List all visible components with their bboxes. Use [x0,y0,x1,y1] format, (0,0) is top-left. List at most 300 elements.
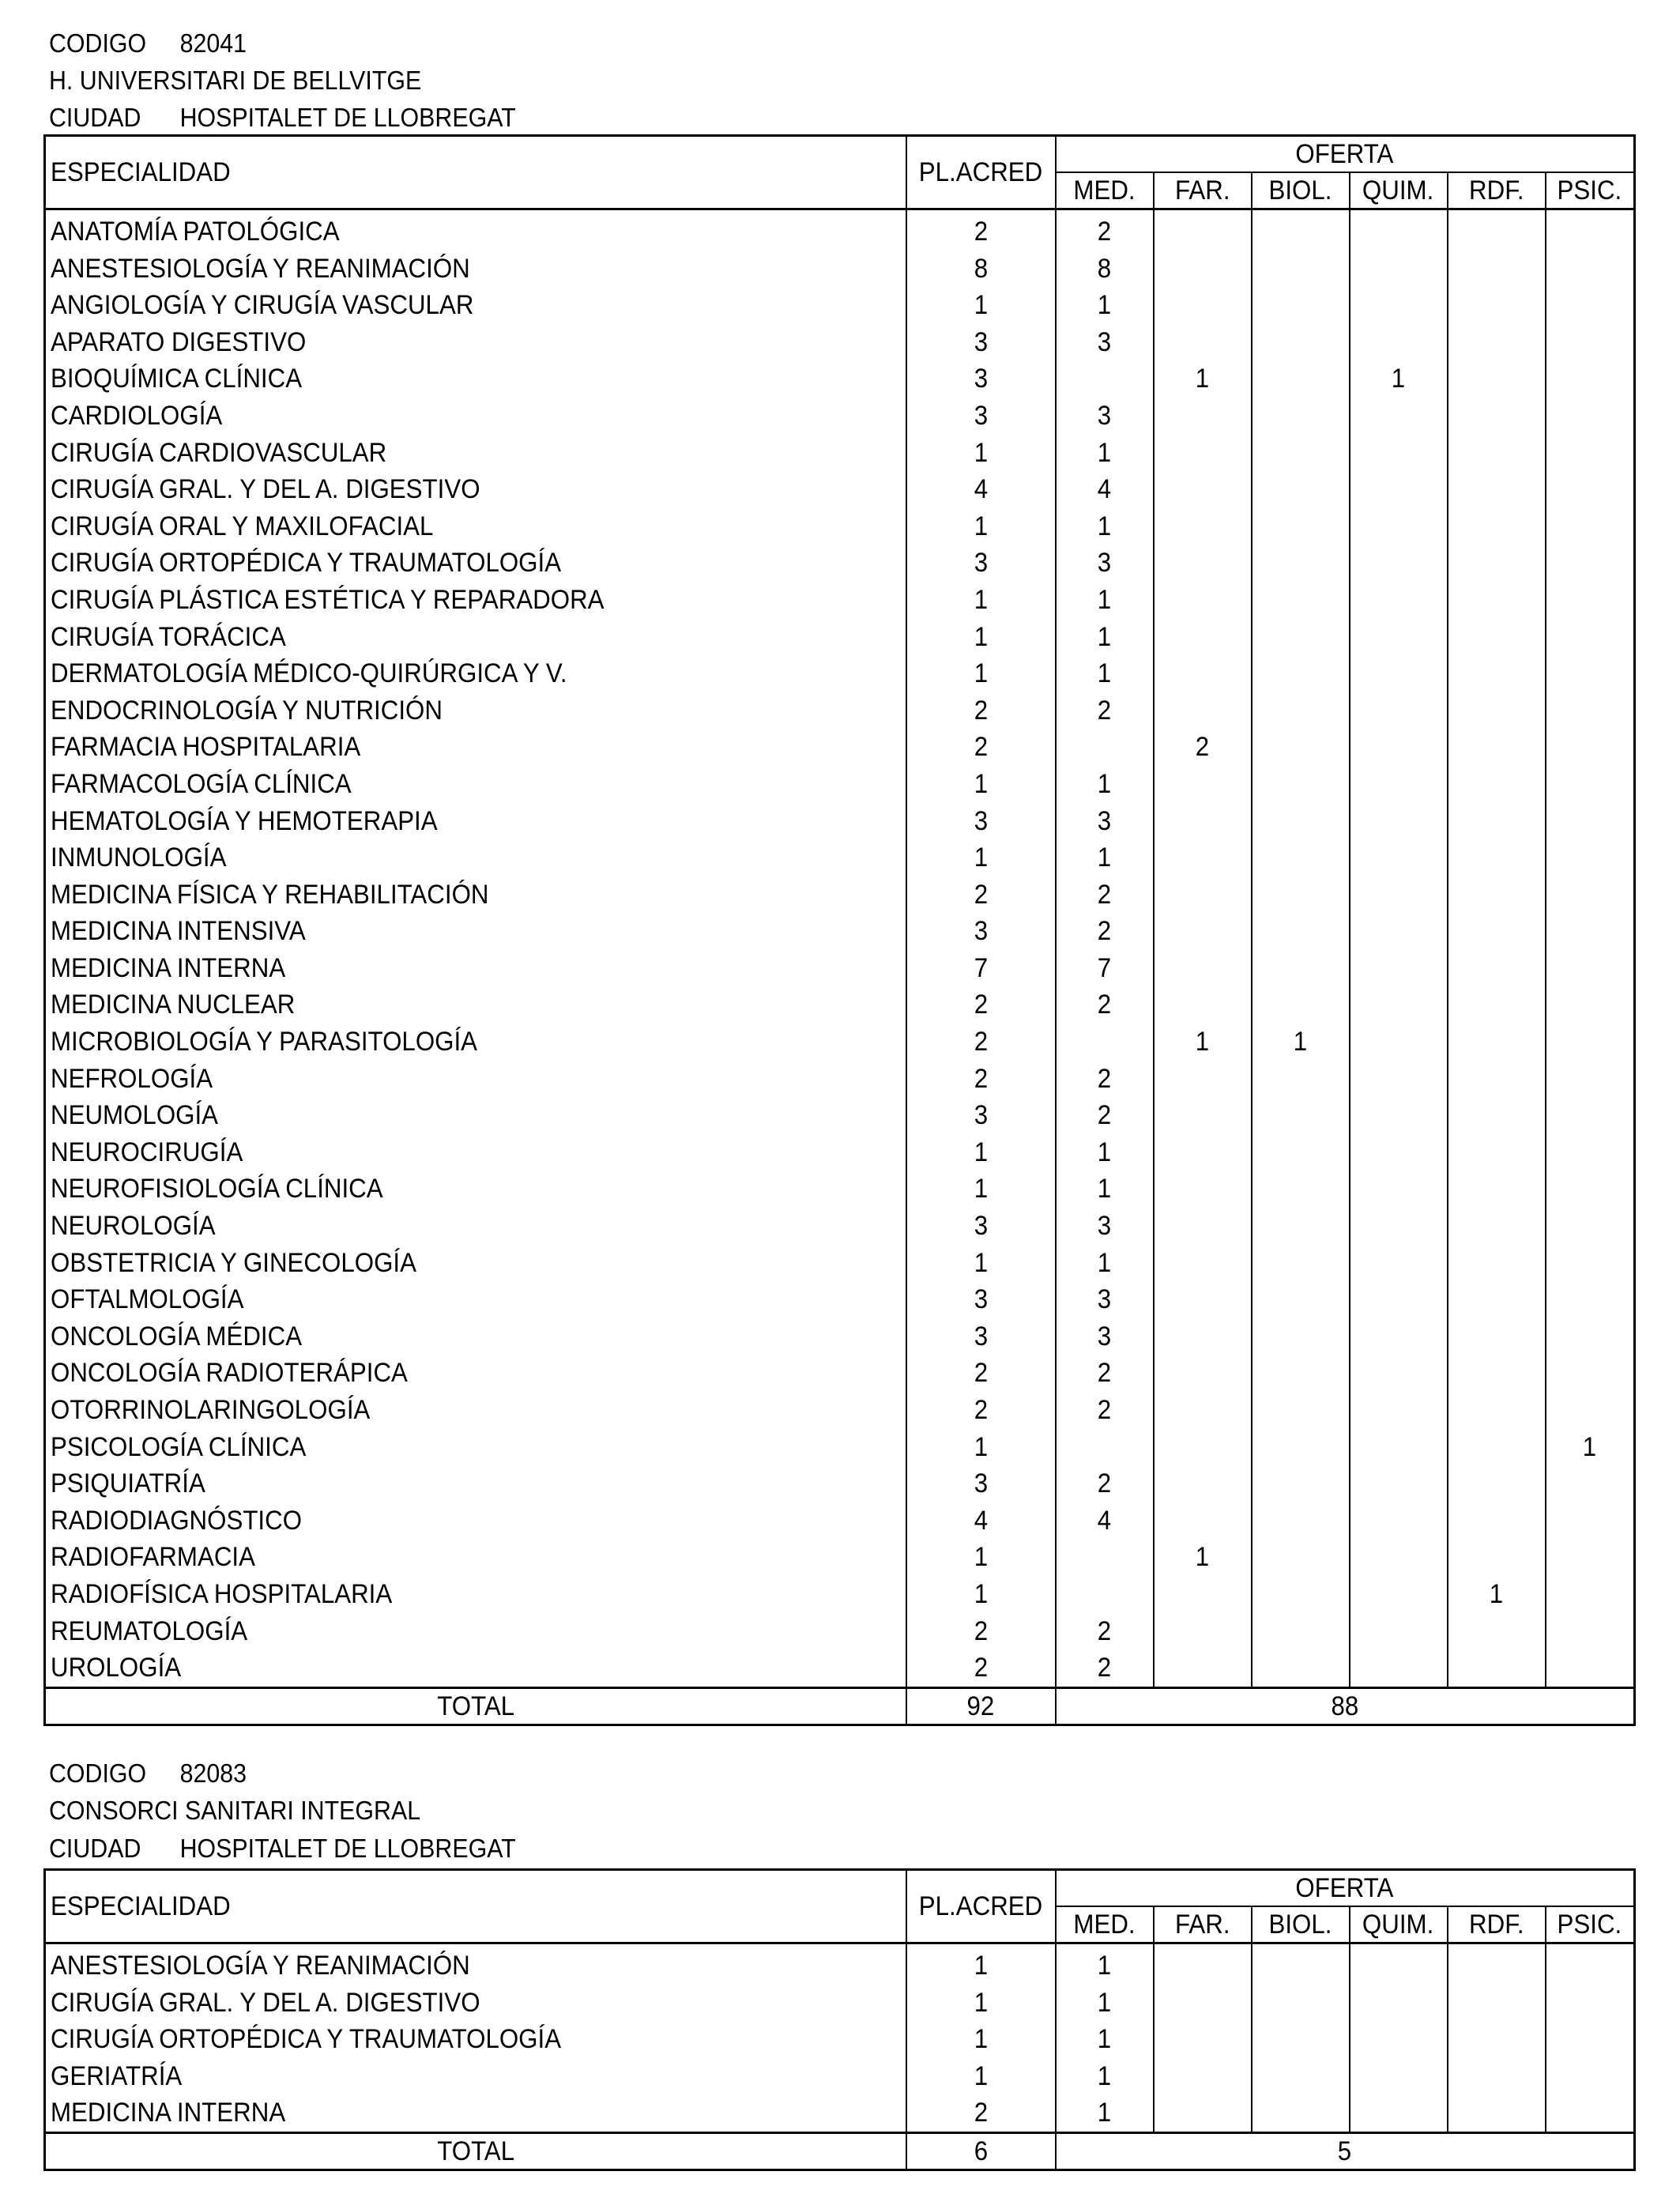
cell-quim [1350,1061,1448,1098]
cell-placred: 2 [906,986,1056,1023]
cell-especialidad: CIRUGÍA ORAL Y MAXILOFACIAL [45,508,906,545]
cell-placred: 1 [906,2058,1056,2095]
cell-rdf: 1 [1448,1576,1546,1613]
cell-quim [1350,1429,1448,1466]
cell-rdf [1448,360,1546,398]
cell-especialidad: NEFROLOGÍA [45,1061,906,1098]
cell-placred: 1 [906,1576,1056,1613]
cell-rdf [1448,2058,1546,2095]
ciudad-label: CIUDAD [49,103,141,132]
table-row [45,1502,1635,1540]
cell-psic [1546,287,1635,324]
cell-far [1154,2058,1252,2095]
table-row [45,251,1635,288]
cell-far [1154,1576,1252,1613]
header-med: MED. [1056,1906,1154,1943]
cell-quim [1350,324,1448,361]
cell-far [1154,1208,1252,1245]
cell-quim [1350,1134,1448,1171]
cell-rdf [1448,1613,1546,1650]
cell-quim [1350,1985,1448,2022]
cell-far [1154,1649,1252,1687]
cell-psic [1546,545,1635,582]
cell-biol [1252,471,1350,508]
cell-far [1154,1318,1252,1355]
cell-placred: 1 [906,508,1056,545]
cell-biol [1252,2021,1350,2058]
cell-psic [1546,1502,1635,1540]
header-biol: BIOL. [1252,1906,1350,1943]
cell-far [1154,324,1252,361]
cell-biol [1252,1613,1350,1650]
cell-med: 2 [1056,1097,1154,1134]
header-rdf: RDF. [1448,172,1546,209]
cell-rdf [1448,435,1546,472]
cell-especialidad: MEDICINA FÍSICA Y REHABILITACIÓN [45,876,906,914]
cell-placred: 3 [906,1465,1056,1502]
cell-med: 1 [1056,619,1154,656]
cell-placred: 1 [906,1539,1056,1576]
table-row [45,1943,1635,1985]
cell-far [1154,398,1252,435]
cell-rdf [1448,839,1546,876]
cell-far [1154,2021,1252,2058]
cell-biol [1252,1208,1350,1245]
header-far: FAR. [1154,1906,1252,1943]
cell-biol [1252,508,1350,545]
table-row [45,1613,1635,1650]
cell-far [1154,1943,1252,1985]
cell-placred: 2 [906,876,1056,914]
cell-rdf [1448,287,1546,324]
table-row [45,1245,1635,1282]
cell-rdf [1448,398,1546,435]
codigo-line [49,25,247,62]
cell-biol [1252,1355,1350,1392]
cell-biol [1252,913,1350,950]
cell-far [1154,803,1252,840]
cell-far [1154,655,1252,692]
cell-placred: 1 [906,839,1056,876]
cell-placred: 2 [906,1613,1056,1650]
cell-rdf [1448,729,1546,766]
cell-rdf [1448,1355,1546,1392]
cell-med: 4 [1056,1502,1154,1540]
cell-far [1154,508,1252,545]
cell-quim [1350,1613,1448,1650]
table-row [45,2094,1635,2132]
cell-quim [1350,251,1448,288]
cell-placred: 2 [906,1023,1056,1061]
cell-psic [1546,839,1635,876]
cell-rdf [1448,1171,1546,1208]
cell-far [1154,471,1252,508]
cell-especialidad: RADIODIAGNÓSTICO [45,1502,906,1540]
header-quim: QUIM. [1350,1906,1448,1943]
cell-psic [1546,1465,1635,1502]
table-row [45,1061,1635,1098]
cell-placred: 2 [906,729,1056,766]
cell-med [1056,729,1154,766]
table-row [45,360,1635,398]
cell-quim [1350,398,1448,435]
cell-med: 1 [1056,839,1154,876]
cell-especialidad: CIRUGÍA ORTOPÉDICA Y TRAUMATOLOGÍA [45,2021,906,2058]
cell-placred: 3 [906,1281,1056,1318]
cell-biol [1252,766,1350,803]
cell-biol [1252,1281,1350,1318]
cell-psic [1546,582,1635,619]
cell-especialidad: PSIQUIATRÍA [45,1465,906,1502]
cell-far [1154,692,1252,729]
cell-med: 1 [1056,655,1154,692]
cell-rdf [1448,1429,1546,1466]
cell-biol [1252,1171,1350,1208]
cell-psic [1546,1649,1635,1687]
cell-far [1154,766,1252,803]
table-row [45,1281,1635,1318]
cell-placred: 1 [906,1171,1056,1208]
cell-biol [1252,1985,1350,2022]
cell-biol [1252,2094,1350,2132]
cell-especialidad: CIRUGÍA CARDIOVASCULAR [45,435,906,472]
cell-far [1154,209,1252,251]
cell-med: 7 [1056,950,1154,987]
cell-psic [1546,1985,1635,2022]
cell-far [1154,876,1252,914]
cell-med: 1 [1056,2021,1154,2058]
cell-med: 1 [1056,1943,1154,1985]
cell-rdf [1448,1392,1546,1429]
cell-especialidad: REUMATOLOGÍA [45,1613,906,1650]
cell-placred: 2 [906,1061,1056,1098]
cell-psic [1546,950,1635,987]
cell-quim [1350,2058,1448,2095]
cell-med: 2 [1056,986,1154,1023]
cell-rdf [1448,655,1546,692]
cell-especialidad: CIRUGÍA GRAL. Y DEL A. DIGESTIVO [45,471,906,508]
cell-quim [1350,435,1448,472]
cell-placred: 2 [906,209,1056,251]
cell-biol [1252,1245,1350,1282]
cell-psic [1546,1171,1635,1208]
codigo-value: 82083 [179,1759,247,1788]
cell-psic [1546,471,1635,508]
table-row [45,1985,1635,2022]
cell-quim [1350,1649,1448,1687]
cell-psic [1546,435,1635,472]
cell-rdf [1448,251,1546,288]
cell-especialidad: PSICOLOGÍA CLÍNICA [45,1429,906,1466]
cell-rdf [1448,692,1546,729]
ciudad-label: CIUDAD [49,1834,141,1863]
cell-med: 1 [1056,287,1154,324]
cell-far [1154,1465,1252,1502]
cell-rdf [1448,766,1546,803]
cell-rdf [1448,1502,1546,1540]
cell-placred: 3 [906,1208,1056,1245]
cell-especialidad: FARMACIA HOSPITALARIA [45,729,906,766]
table-row [45,435,1635,472]
cell-especialidad: APARATO DIGESTIVO [45,324,906,361]
cell-psic [1546,2094,1635,2132]
cell-placred: 1 [906,655,1056,692]
cell-especialidad: ANGIOLOGÍA Y CIRUGÍA VASCULAR [45,287,906,324]
table-row [45,287,1635,324]
cell-med [1056,1576,1154,1613]
cell-especialidad: OTORRINOLARINGOLOGÍA [45,1392,906,1429]
cell-placred: 1 [906,435,1056,472]
cell-placred: 1 [906,1943,1056,1985]
cell-rdf [1448,1985,1546,2022]
cell-quim [1350,913,1448,950]
cell-far [1154,1429,1252,1466]
codigo-label: CODIGO [49,28,147,58]
header-rdf: RDF. [1448,1906,1546,1943]
cell-biol [1252,692,1350,729]
cell-placred: 2 [906,1649,1056,1687]
cell-placred: 3 [906,360,1056,398]
cell-placred: 4 [906,1502,1056,1540]
table-row [45,1171,1635,1208]
table-row [45,913,1635,950]
cell-far [1154,619,1252,656]
cell-med: 2 [1056,913,1154,950]
cell-quim [1350,1943,1448,1985]
cell-med: 3 [1056,545,1154,582]
cell-rdf [1448,1943,1546,1985]
cell-biol [1252,619,1350,656]
cell-rdf [1448,324,1546,361]
cell-quim [1350,209,1448,251]
cell-quim [1350,803,1448,840]
cell-placred: 3 [906,1097,1056,1134]
cell-med: 2 [1056,876,1154,914]
table-row [45,324,1635,361]
cell-especialidad: ANESTESIOLOGÍA Y REANIMACIÓN [45,251,906,288]
table-row [45,1023,1635,1061]
cell-placred: 3 [906,324,1056,361]
table-row [45,1134,1635,1171]
total-label: TOTAL [45,2132,906,2169]
table-row [45,619,1635,656]
cell-quim [1350,582,1448,619]
table-row [45,1208,1635,1245]
cell-biol [1252,839,1350,876]
cell-biol [1252,803,1350,840]
cell-especialidad: BIOQUÍMICA CLÍNICA [45,360,906,398]
table-row [45,1429,1635,1466]
cell-psic [1546,324,1635,361]
table-row [45,1576,1635,1613]
header-oferta: OFERTA [1056,136,1635,173]
cell-rdf [1448,2021,1546,2058]
cell-biol [1252,545,1350,582]
cell-psic [1546,1245,1635,1282]
cell-psic [1546,398,1635,435]
cell-far [1154,1613,1252,1650]
cell-placred: 2 [906,1355,1056,1392]
cell-psic [1546,766,1635,803]
specialty-table [43,1868,1636,2171]
cell-med: 3 [1056,803,1154,840]
cell-quim [1350,692,1448,729]
cell-biol [1252,1429,1350,1466]
cell-far: 1 [1154,1023,1252,1061]
table-row [45,803,1635,840]
cell-rdf [1448,545,1546,582]
cell-especialidad: NEUMOLOGÍA [45,1097,906,1134]
cell-biol [1252,1097,1350,1134]
cell-quim [1350,1208,1448,1245]
cell-especialidad: ANESTESIOLOGÍA Y REANIMACIÓN [45,1943,906,1985]
cell-med: 2 [1056,1355,1154,1392]
cell-psic [1546,1943,1635,1985]
cell-biol [1252,655,1350,692]
cell-quim [1350,766,1448,803]
cell-placred: 1 [906,1245,1056,1282]
cell-psic: 1 [1583,1431,1597,1462]
cell-med: 1 [1056,2058,1154,2095]
table-row [45,1465,1635,1502]
cell-med: 3 [1056,1208,1154,1245]
table-row [45,398,1635,435]
cell-especialidad: MEDICINA INTERNA [45,950,906,987]
cell-placred: 3 [906,398,1056,435]
cell-med: 3 [1056,398,1154,435]
cell-biol [1252,2058,1350,2095]
cell-far [1154,435,1252,472]
cell-especialidad: ENDOCRINOLOGÍA Y NUTRICIÓN [45,692,906,729]
cell-psic [1546,1061,1635,1098]
cell-placred: 1 [906,1985,1056,2022]
cell-psic [1546,2058,1635,2095]
cell-med: 1 [1056,1134,1154,1171]
table-row [45,692,1635,729]
cell-quim [1350,545,1448,582]
cell-med: 2 [1056,1061,1154,1098]
cell-quim [1350,2021,1448,2058]
cell-placred: 2 [906,2094,1056,2132]
cell-rdf [1448,1539,1546,1576]
cell-placred: 8 [906,251,1056,288]
cell-med: 2 [1056,692,1154,729]
cell-biol [1252,1649,1350,1687]
header-med: MED. [1056,172,1154,209]
cell-biol [1252,324,1350,361]
cell-biol [1252,1134,1350,1171]
cell-med: 1 [1056,766,1154,803]
cell-far: 1 [1154,1539,1252,1576]
cell-psic [1546,1023,1635,1061]
cell-especialidad: DERMATOLOGÍA MÉDICO-QUIRÚRGICA Y V. [45,655,906,692]
cell-med [1056,1023,1154,1061]
cell-placred: 1 [906,766,1056,803]
cell-psic [1546,913,1635,950]
cell-psic [1546,209,1635,251]
hospital-name: CONSORCI SANITARI INTEGRAL [49,1796,421,1825]
header-psic: PSIC. [1546,1906,1635,1943]
cell-quim [1350,986,1448,1023]
cell-psic [1546,1392,1635,1429]
cell-biol [1252,876,1350,914]
cell-especialidad: NEUROLOGÍA [45,1208,906,1245]
cell-quim [1350,876,1448,914]
total-placred: 6 [906,2132,1056,2169]
cell-psic [1546,986,1635,1023]
cell-placred: 3 [906,545,1056,582]
cell-quim [1350,1171,1448,1208]
cell-psic [1546,803,1635,840]
cell-far [1154,1245,1252,1282]
table-row [45,655,1635,692]
table-row [45,2058,1635,2095]
table-row [45,2021,1635,2058]
cell-quim [1350,729,1448,766]
cell-far [1154,1061,1252,1098]
cell-rdf [1448,508,1546,545]
cell-far: 1 [1154,360,1252,398]
cell-quim [1350,1392,1448,1429]
table-row [45,1097,1635,1134]
cell-especialidad: UROLOGÍA [45,1649,906,1687]
cell-rdf [1448,1649,1546,1687]
cell-quim [1350,655,1448,692]
table-row [45,582,1635,619]
cell-especialidad: CARDIOLOGÍA [45,398,906,435]
cell-quim [1350,471,1448,508]
cell-rdf [1448,1061,1546,1098]
cell-med: 1 [1056,582,1154,619]
cell-placred: 1 [906,2021,1056,2058]
cell-med: 1 [1056,1245,1154,1282]
cell-biol [1252,360,1350,398]
ciudad-value: HOSPITALET DE LLOBREGAT [179,1834,516,1863]
cell-quim [1350,1318,1448,1355]
codigo-line [49,1755,247,1792]
total-placred: 92 [906,1687,1056,1725]
cell-far [1154,1985,1252,2022]
cell-far [1154,839,1252,876]
cell-biol [1252,1392,1350,1429]
cell-especialidad: OFTALMOLOGÍA [45,1281,906,1318]
cell-far [1154,1097,1252,1134]
cell-far [1154,545,1252,582]
cell-biol: 1 [1252,1023,1350,1061]
cell-rdf [1448,1134,1546,1171]
cell-especialidad: CIRUGÍA TORÁCICA [45,619,906,656]
table-row [45,471,1635,508]
cell-far: 2 [1154,729,1252,766]
cell-psic [1546,1576,1635,1613]
cell-med [1056,1539,1154,1576]
cell-psic [1546,360,1635,398]
cell-especialidad: ONCOLOGÍA MÉDICA [45,1318,906,1355]
table-row [45,1649,1635,1687]
cell-psic [1546,1318,1635,1355]
cell-med: 1 [1056,1171,1154,1208]
header-placred: PL.ACRED [906,1870,1056,1943]
cell-biol [1252,435,1350,472]
cell-med: 1 [1056,508,1154,545]
table-row [45,876,1635,914]
cell-rdf [1448,986,1546,1023]
cell-psic [1546,2021,1635,2058]
table-row [45,986,1635,1023]
cell-med: 1 [1056,435,1154,472]
header-quim: QUIM. [1350,172,1448,209]
ciudad-value: HOSPITALET DE LLOBREGAT [179,103,516,132]
